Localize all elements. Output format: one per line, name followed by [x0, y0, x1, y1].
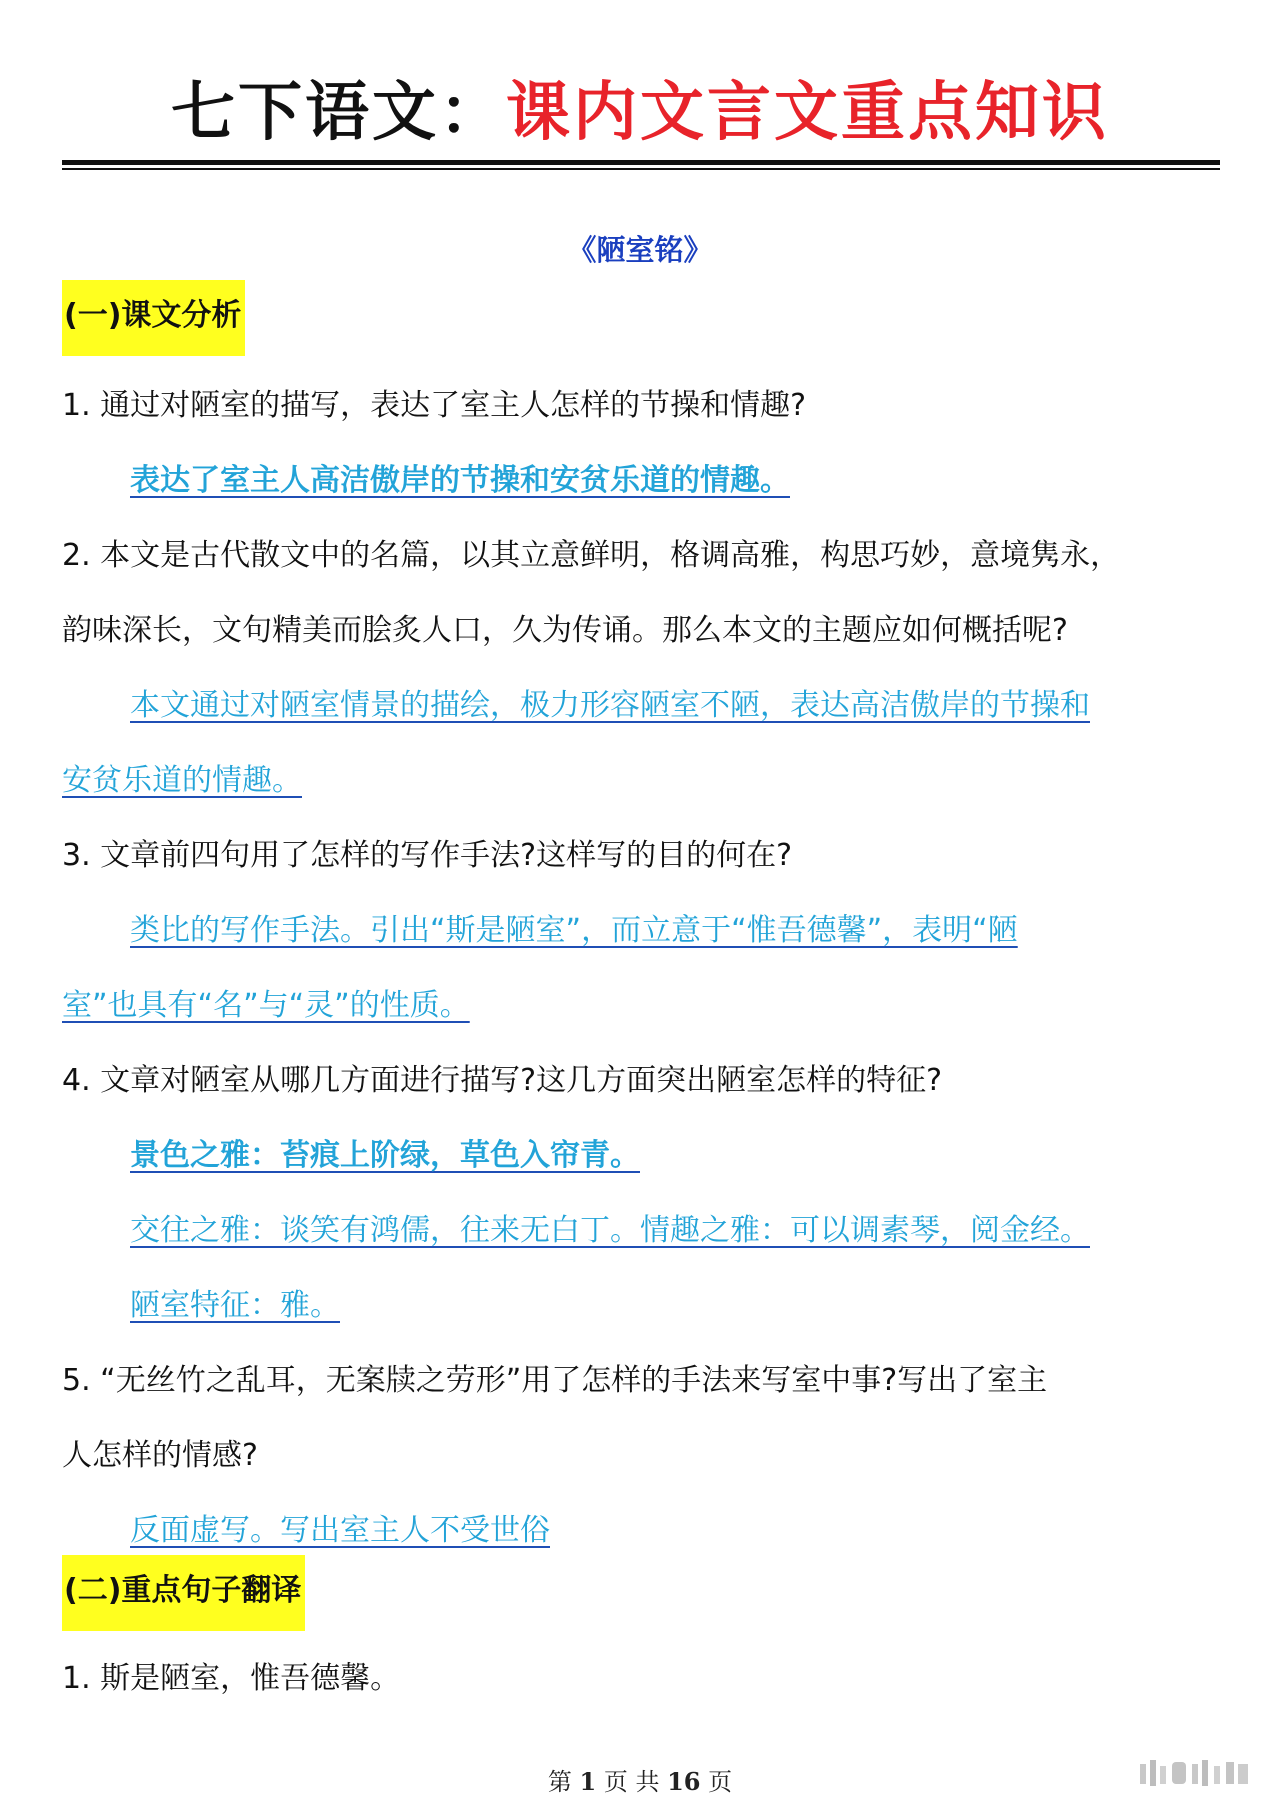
title-rule-thin [62, 168, 1220, 170]
footer-prefix: 第 [547, 1768, 572, 1796]
footer-page-number: 1 [579, 1767, 597, 1796]
answer-4-line-1: 景色之雅：苔痕上阶绿，草色入帘青。 [130, 1138, 640, 1173]
section-heading-translation: (二)重点句子翻译 [62, 1555, 305, 1631]
title-main: 课内文言文重点知识 [506, 76, 1109, 150]
question-1: 1. 通过对陋室的描写，表达了室主人怎样的节操和情趣? [62, 388, 807, 423]
footer-total-pages: 16 [667, 1767, 701, 1796]
title-rule-thick [62, 160, 1220, 165]
answer-2-line-2: 安贫乐道的情趣。 [62, 763, 302, 798]
answer-4-line-2: 交往之雅：谈笑有鸿儒，往来无白丁。情趣之雅：可以调素琴，阅金经。 [130, 1213, 1090, 1248]
question-2-line-1: 2. 本文是古代散文中的名篇，以其立意鲜明，格调高雅，构思巧妙，意境隽永， [62, 538, 1121, 573]
lesson-title: 《陋室铭》 [567, 233, 713, 267]
answer-4-line-3: 陋室特征：雅。 [130, 1288, 340, 1323]
question-5-line-2: 人怎样的情感? [62, 1438, 258, 1473]
question-5-line-1: 5. “无丝竹之乱耳，无案牍之劳形”用了怎样的手法来写室中事?写出了室主 [62, 1363, 1048, 1398]
answer-5: 反面虚写。写出室主人不受世俗 [130, 1513, 550, 1548]
page-title [0, 68, 1280, 158]
question-2-line-2: 韵味深长，文句精美而脍炙人口，久为传诵。那么本文的主题应如何概括呢? [62, 613, 1068, 648]
question-3: 3. 文章前四句用了怎样的写作手法?这样写的目的何在? [62, 838, 793, 873]
question-4: 4. 文章对陋室从哪几方面进行描写?这几方面突出陋室怎样的特征? [62, 1063, 943, 1098]
section-heading-analysis: (一)课文分析 [62, 280, 245, 356]
title-prefix: 七下语文： [171, 76, 506, 150]
answer-3-line-2: 室”也具有“名”与“灵”的性质。 [62, 988, 470, 1023]
watermark-logo-icon [1140, 1758, 1250, 1790]
answer-1: 表达了室主人高洁傲岸的节操和安贫乐道的情趣。 [130, 463, 790, 498]
footer-suffix: 页 [708, 1768, 733, 1796]
answer-2-line-1: 本文通过对陋室情景的描绘，极力形容陋室不陋，表达高洁傲岸的节操和 [130, 688, 1090, 723]
translation-item-1: 1. 斯是陋室，惟吾德馨。 [62, 1661, 401, 1696]
footer-mid: 页 共 [603, 1768, 660, 1796]
page-footer [0, 1762, 1280, 1797]
answer-3-line-1: 类比的写作手法。引出“斯是陋室”，而立意于“惟吾德馨”，表明“陋 [130, 913, 1018, 948]
